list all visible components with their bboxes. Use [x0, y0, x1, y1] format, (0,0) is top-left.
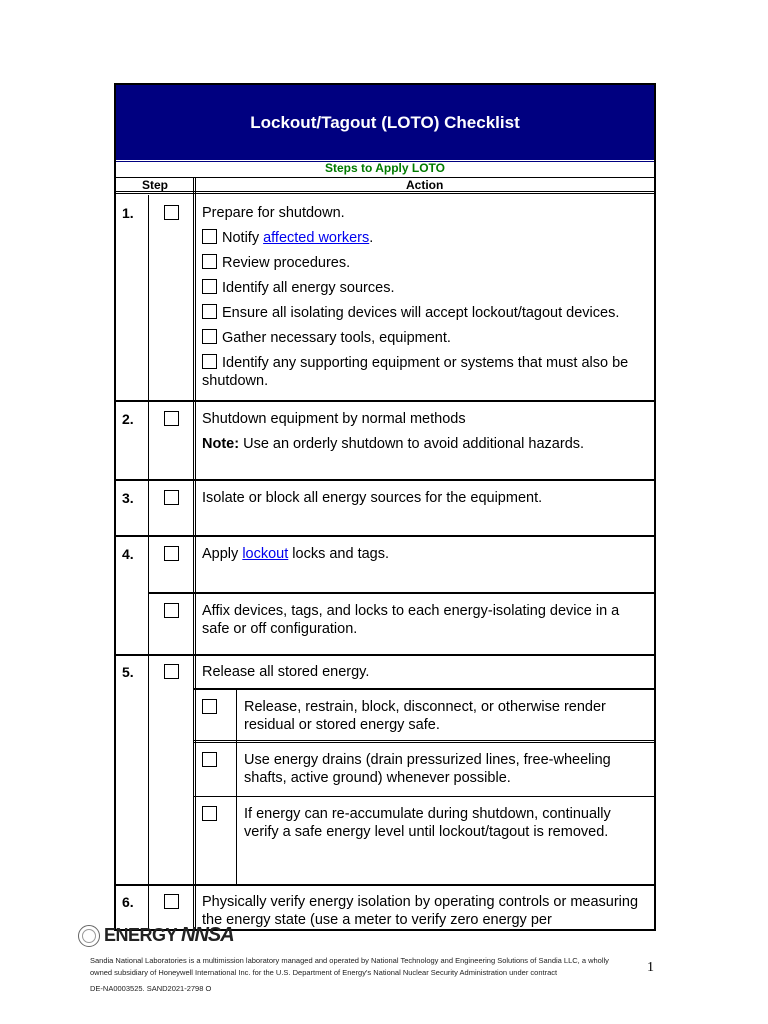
step-4-checkbox[interactable]: [164, 546, 179, 561]
logo-nnsa-text: NNSA: [181, 924, 234, 946]
step-number: 5.: [122, 664, 134, 680]
step-1-checkbox[interactable]: [164, 205, 179, 220]
substep-checkbox[interactable]: [202, 354, 217, 369]
section-title: Steps to Apply LOTO: [324, 161, 445, 175]
divider: [116, 191, 654, 194]
divider: [236, 689, 237, 885]
divider: [193, 177, 196, 931]
step-number: 1.: [122, 205, 134, 221]
doe-seal-icon: [78, 925, 100, 947]
checklist-title: Lockout/Tagout (LOTO) Checklist: [116, 85, 654, 163]
step-5-sub-1-text: Release, restrain, block, disconnect, or otherwise render residual or stored energy safe.: [244, 699, 606, 733]
divider: [116, 654, 654, 656]
step-4-subtext: Affix devices, tags, and locks to each energy-isolating device in a safe or off configuration.: [202, 603, 620, 637]
divider: [148, 592, 654, 594]
divider: [116, 535, 654, 537]
step-3-text: Isolate or block all energy sources for the equipment.: [202, 490, 543, 506]
page-number: 1: [647, 960, 654, 975]
step-number: 3.: [122, 490, 134, 506]
footer-document-code: DE-NA0003525. SAND2021-2798 O: [90, 984, 212, 993]
step-2-text: Shutdown equipment by normal methods: [202, 411, 466, 427]
doe-nnsa-logo: [78, 924, 234, 947]
substep-gather: Gather necessary tools, equipment.: [202, 329, 652, 347]
column-header-step: Step: [142, 178, 169, 192]
footer-disclaimer: Sandia National Laboratories is a multimission laboratory managed and operated by National Technology and Engineering Solutions of Sandia LLC, a wholly owned subsidiary of Honeywell International Inc. for the U.S. Department of Energy's National Nuclear Security Administration under contract: [90, 956, 609, 977]
step-2-action: [202, 410, 652, 453]
substep-checkbox[interactable]: [202, 229, 217, 244]
divider: [116, 479, 654, 481]
lockout-link[interactable]: lockout: [242, 546, 289, 562]
substep-checkbox[interactable]: [202, 329, 217, 344]
step-6-checkbox[interactable]: [164, 894, 179, 909]
step-number: 2.: [122, 411, 134, 427]
substep-ensure: Ensure all isolating devices will accept lockout/tagout devices.: [202, 304, 652, 322]
divider: [194, 740, 654, 743]
divider: [148, 195, 149, 931]
step-number: 4.: [122, 546, 134, 562]
loto-checklist-table: [114, 83, 656, 931]
step-5-checkbox[interactable]: [164, 664, 179, 679]
substep-checkbox[interactable]: [202, 254, 217, 269]
substep-identify-sources: Identify all energy sources.: [202, 279, 652, 297]
step-2-note: Note: Use an orderly shutdown to avoid additional hazards.: [202, 436, 585, 452]
step-1-action: [202, 204, 652, 390]
substep-notify: Notify affected workers.: [202, 229, 652, 247]
substep-review: Review procedures.: [202, 254, 652, 272]
step-2-checkbox[interactable]: [164, 411, 179, 426]
step-5-sub-3-checkbox[interactable]: [202, 806, 217, 821]
step-4-sub-checkbox[interactable]: [164, 603, 179, 618]
logo-energy-text: ENERGY: [104, 925, 178, 945]
step-number: 6.: [122, 894, 134, 910]
step-3-checkbox[interactable]: [164, 490, 179, 505]
affected-workers-link[interactable]: affected workers: [263, 230, 370, 246]
divider: [116, 884, 654, 886]
step-5-sub-1-checkbox[interactable]: [202, 699, 217, 714]
divider: [194, 688, 654, 690]
step-5-sub-2-text: Use energy drains (drain pressurized lines, free-wheeling shafts, active ground) whenever possible.: [244, 752, 611, 786]
substep-identify-support: Identify any supporting equipment or systems that must also be shutdown.: [202, 355, 629, 389]
substep-checkbox[interactable]: [202, 304, 217, 319]
step-5-text: Release all stored energy.: [202, 664, 370, 680]
step-1-text: Prepare for shutdown.: [202, 205, 345, 221]
substep-checkbox[interactable]: [202, 279, 217, 294]
divider: [116, 177, 654, 178]
step-5-sub-3-text: If energy can re-accumulate during shutdown, continually verify a safe energy level until lockout/tagout is removed.: [244, 806, 611, 840]
divider: [116, 400, 654, 402]
column-header-action: Action: [406, 178, 444, 192]
divider: [194, 796, 654, 797]
step-6-text: Physically verify energy isolation by operating controls or measuring the energy state (use a meter to verify zero energy per: [202, 894, 639, 928]
step-5-sub-2-checkbox[interactable]: [202, 752, 217, 767]
step-4-action: Apply lockout locks and tags.: [202, 546, 390, 562]
